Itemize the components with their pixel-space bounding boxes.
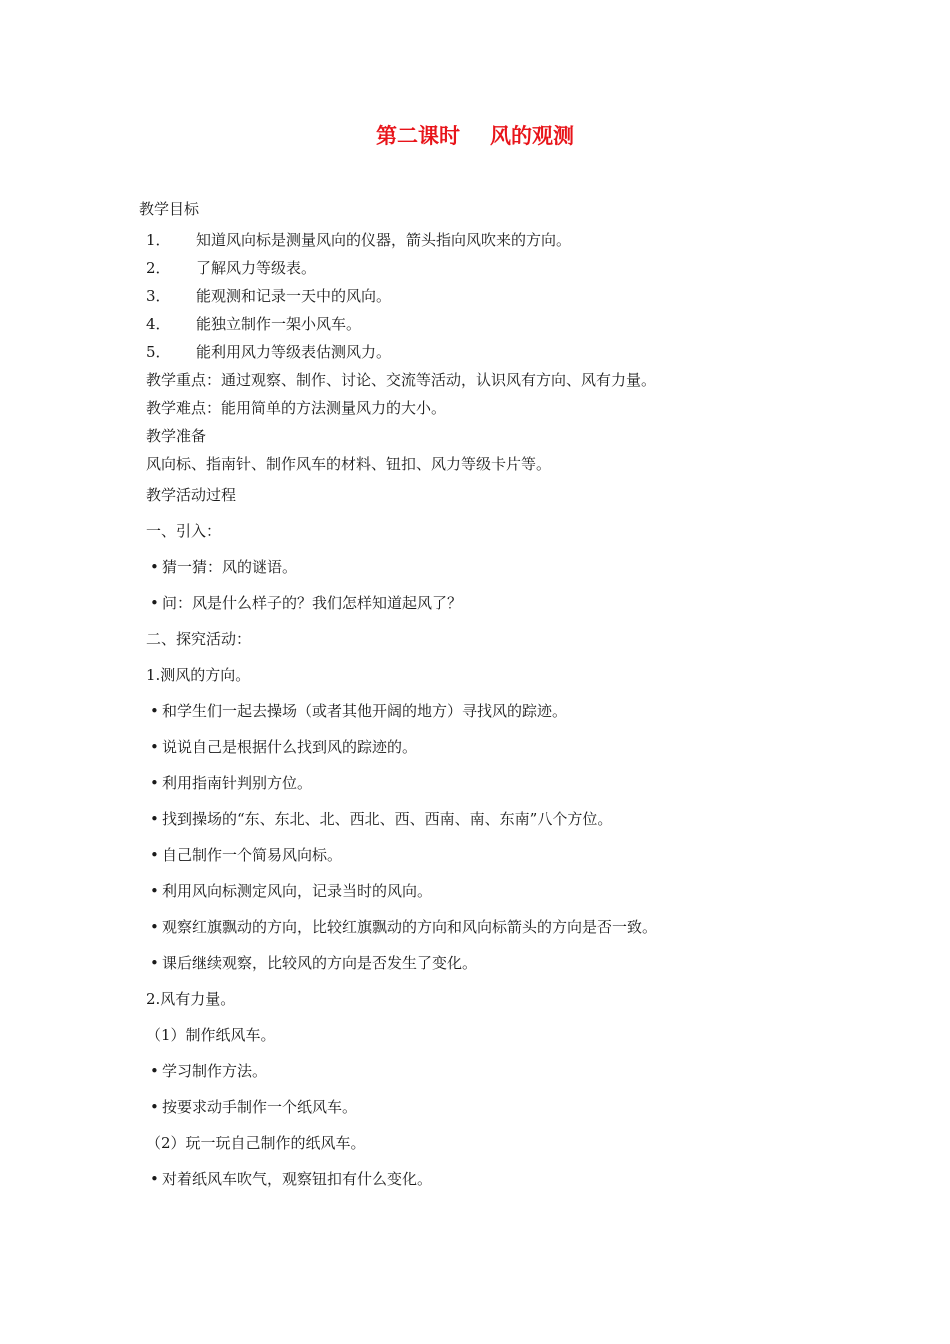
- process-heading: 教学活动过程: [146, 486, 237, 504]
- subsection-2b-heading: （2）玩一玩自己制作的纸风车。: [146, 1134, 366, 1152]
- objectives-heading: 教学目标: [139, 200, 200, 218]
- subsection-2-heading: 2.风有力量。: [146, 990, 236, 1008]
- list-item: • 对着纸风车吹气，观察钮扣有什么变化。: [150, 1170, 433, 1188]
- section-2-heading: 二、探究活动：: [146, 630, 252, 648]
- page-title: [0, 122, 950, 150]
- title-part1: 第二课时: [376, 123, 460, 148]
- objective-item: 4． 能独立制作一架小风车。: [146, 315, 362, 333]
- section-1-heading: 一、引入：: [146, 522, 222, 540]
- list-item: • 观察红旗飘动的方向，比较红旗飘动的方向和风向标箭头的方向是否一致。: [150, 918, 658, 936]
- key-point: 教学重点：通过观察、制作、讨论、交流等活动，认识风有方向、风有力量。: [146, 371, 657, 389]
- objective-item: 1． 知道风向标是测量风向的仪器，箭头指向风吹来的方向。: [146, 231, 572, 249]
- difficulty: 教学难点：能用简单的方法测量风力的大小。: [146, 399, 447, 417]
- subsection-2a-heading: （1）制作纸风车。: [146, 1026, 276, 1044]
- list-item: • 课后继续观察，比较风的方向是否发生了变化。: [150, 954, 478, 972]
- subsection-1-heading: 1.测风的方向。: [146, 666, 251, 684]
- list-item: • 利用风向标测定风向，记录当时的风向。: [150, 882, 433, 900]
- prep-heading: 教学准备: [146, 427, 207, 445]
- list-item: • 自己制作一个简易风向标。: [150, 846, 343, 864]
- list-item: • 学习制作方法。: [150, 1062, 268, 1080]
- title-part2: 风的观测: [490, 123, 574, 148]
- objective-item: 2． 了解风力等级表。: [146, 259, 317, 277]
- list-item: • 利用指南针判别方位。: [150, 774, 313, 792]
- list-item: • 和学生们一起去操场（或者其他开阔的地方）寻找风的踪迹。: [150, 702, 568, 720]
- prep-text: 风向标、指南针、制作风车的材料、钮扣、风力等级卡片等。: [146, 455, 552, 473]
- list-item: • 说说自己是根据什么找到风的踪迹的。: [150, 738, 418, 756]
- objective-item: 5． 能利用风力等级表估测风力。: [146, 343, 392, 361]
- list-item: • 猜一猜：风的谜语。: [150, 558, 298, 576]
- list-item: • 找到操场的“东、东北、北、西北、西、西南、南、东南”八个方位。: [150, 810, 613, 828]
- objective-item: 3． 能观测和记录一天中的风向。: [146, 287, 392, 305]
- list-item: • 问：风是什么样子的？我们怎样知道起风了？: [150, 594, 463, 612]
- list-item: • 按要求动手制作一个纸风车。: [150, 1098, 358, 1116]
